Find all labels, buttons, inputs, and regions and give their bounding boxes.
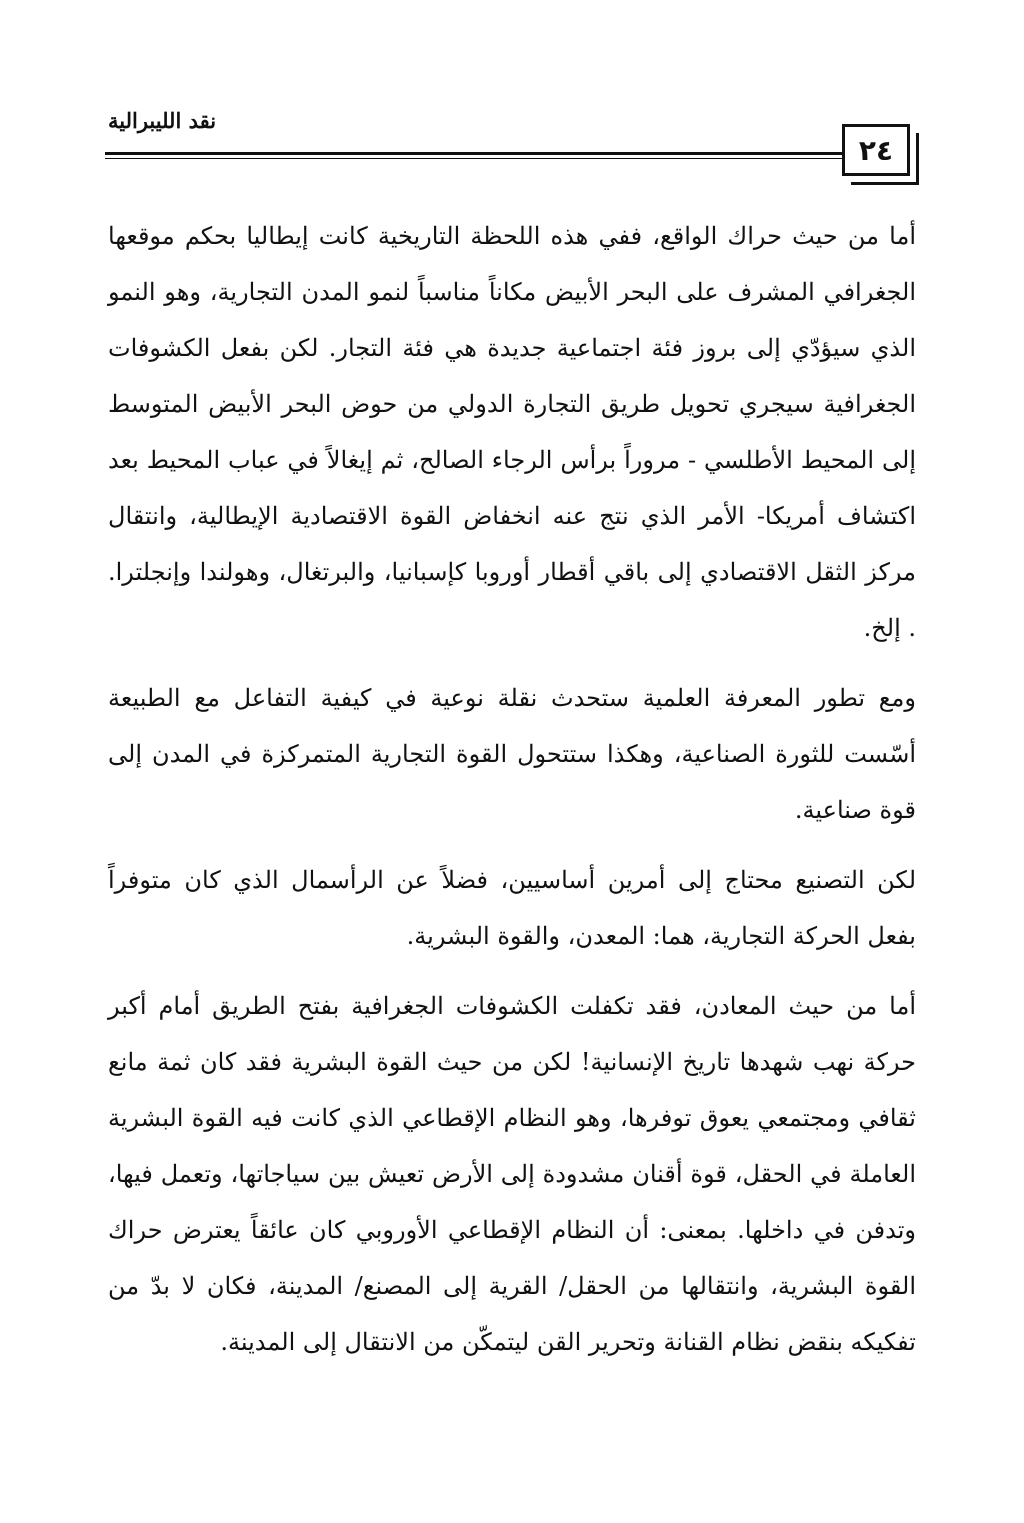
header-rule-thin [105,158,845,159]
page-number-box [842,124,910,176]
paragraph-4: أما من حيث المعادن، فقد تكفلت الكشوفات الجغرافية بفتح الطريق أمام أكبر حركة نهب شهدها تاريخ الإنسانية! لكن من حيث القوة البشرية فقد كان ثمة مانع ثقافي ومجتمعي يعوق توفرها، وهو النظام الإقطاعي الذي كانت فيه القوة البشرية العاملة في الحقل، قوة أقنان مشدودة إلى الأرض تعيش بين سياجاتها، وتعمل فيها، وتدفن في داخلها. بمعنى: أن النظام الإقطاعي الأوروبي كان عائقاً يعترض حراك القوة البشرية، وانتقالها من الحقل/ القرية إلى المصنع/ المدينة، فكان لا بدّ من تفكيكه بنقض نظام القنانة وتحرير القن ليتمكّن من الانتقال إلى المدينة. [108,992,916,1356]
page-number: ٢٤ [858,133,894,167]
paragraph-2: ومع تطور المعرفة العلمية ستحدث نقلة نوعية في كيفية التفاعل مع الطبيعة أسّست للثورة الصناعية، وهكذا ستتحول القوة التجارية المتمركزة في المدن إلى قوة صناعية. [108,684,916,824]
paragraph-1: أما من حيث حراك الواقع، ففي هذه اللحظة التاريخية كانت إيطاليا بحكم موقعها الجغرافي المشرف على البحر الأبيض مكاناً مناسباً لنمو المدن التجارية، وهو النمو الذي سيؤدّي إلى بروز فئة اجتماعية جديدة هي فئة التجار. لكن بفعل الكشوفات الجغرافية سيجري تحويل طريق التجارة الدولي من حوض البحر الأبيض المتوسط إلى المحيط الأطلسي - مروراً برأس الرجاء الصالح، ثم إيغالاً في عباب المحيط بعد اكتشاف أمريكا- الأمر الذي نتج عنه انخفاض القوة الاقتصادية الإيطالية، وانتقال مركز الثقل الاقتصادي إلى باقي أقطار أوروبا كإسبانيا، والبرتغال، وهولندا وإنجلترا. . إلخ. [108,222,916,642]
running-title: نقد الليبرالية [108,108,217,133]
header-rule-thick [105,152,845,155]
body-text [108,208,916,1370]
paragraph-3: لكن التصنيع محتاج إلى أمرين أساسيين، فضلاً عن الرأسمال الذي كان متوفراً بفعل الحركة التجارية، هما: المعدن، والقوة البشرية. [108,866,917,950]
